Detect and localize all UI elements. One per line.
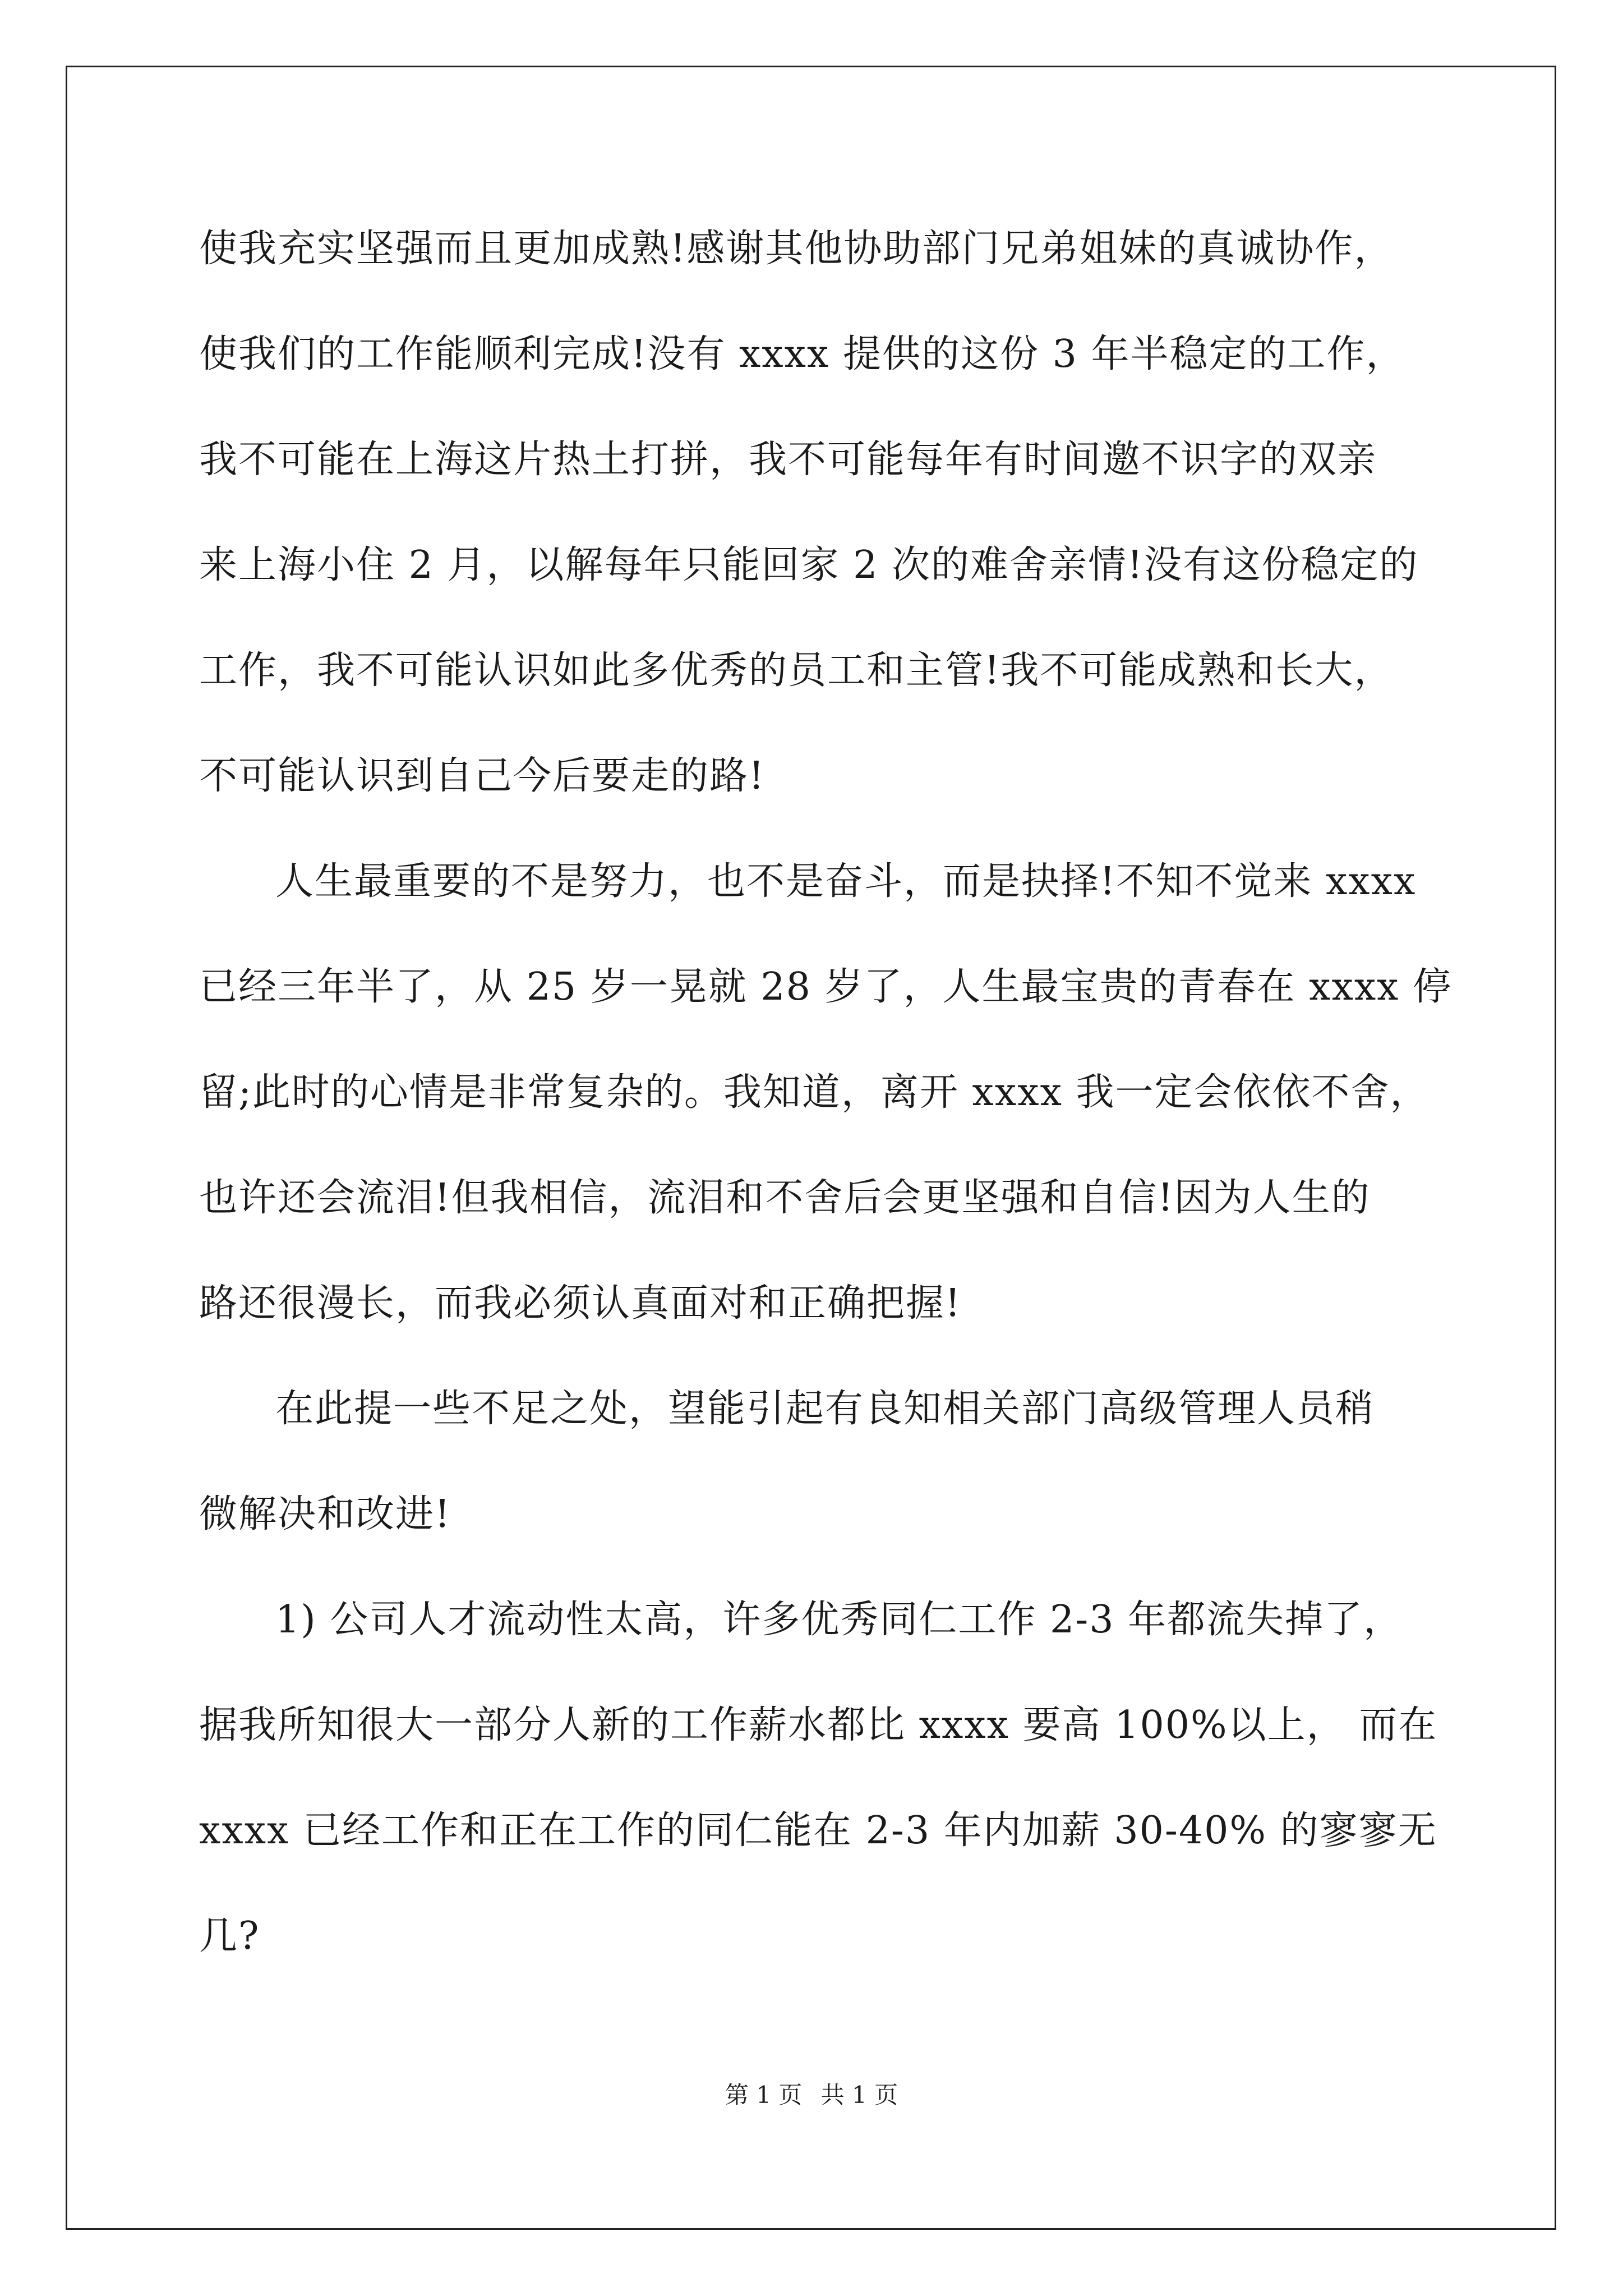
- page-footer: [0, 2077, 1623, 2110]
- text-line: 不可能认识到自己今后要走的路!: [199, 754, 766, 798]
- text-line: 也许还会流泪!但我相信，流泪和不舍后会更坚强和自信!因为人生的: [199, 1176, 1371, 1220]
- text-line: 工作，我不可能认识如此多优秀的员工和主管!我不可能成熟和长大，: [199, 648, 1394, 693]
- text-line: 1) 公司人才流动性太高，许多优秀同仁工作 2-3 年都流失掉了，: [275, 1598, 1403, 1642]
- text-line: 路还很漫长，而我必须认真面对和正确把握!: [199, 1281, 962, 1326]
- document-body: [199, 196, 1453, 1989]
- text-line: 几?: [199, 1914, 260, 1958]
- page-total: 共 1 页: [820, 2081, 898, 2109]
- page-number: 第 1 页: [725, 2081, 803, 2109]
- text-line: 在此提一些不足之处，望能引起有良知相关部门高级管理人员稍: [275, 1387, 1375, 1431]
- text-line: 人生最重要的不是努力，也不是奋斗，而是抉择!不知不觉来 xxxx: [275, 859, 1417, 904]
- text-line: 使我充实坚强而且更加成熟!感谢其他协助部门兄弟姐妹的真诚协作，: [199, 227, 1394, 271]
- text-line: 来上海小住 2 月，以解每年只能回家 2 次的难舍亲情!没有这份稳定的: [199, 543, 1419, 587]
- text-line: 留;此时的心情是非常复杂的。我知道，离开 xxxx 我一定会依依不舍，: [199, 1070, 1430, 1115]
- text-line: 据我所知很大一部分人新的工作薪水都比 xxxx 要高 100%以上， 而在: [199, 1703, 1438, 1747]
- text-line: 微解决和改进!: [199, 1492, 451, 1536]
- text-line: 使我们的工作能顺利完成!没有 xxxx 提供的这份 3 年半稳定的工作，: [199, 332, 1405, 376]
- text-line: xxxx 已经工作和正在工作的同仁能在 2-3 年内加薪 30-40% 的寥寥无: [199, 1809, 1437, 1853]
- text-line: 已经三年半了，从 25 岁一晃就 28 岁了，人生最宝贵的青春在 xxxx 停: [199, 965, 1453, 1009]
- text-line: 我不可能在上海这片热土打拼，我不可能每年有时间邀不识字的双亲: [199, 438, 1377, 482]
